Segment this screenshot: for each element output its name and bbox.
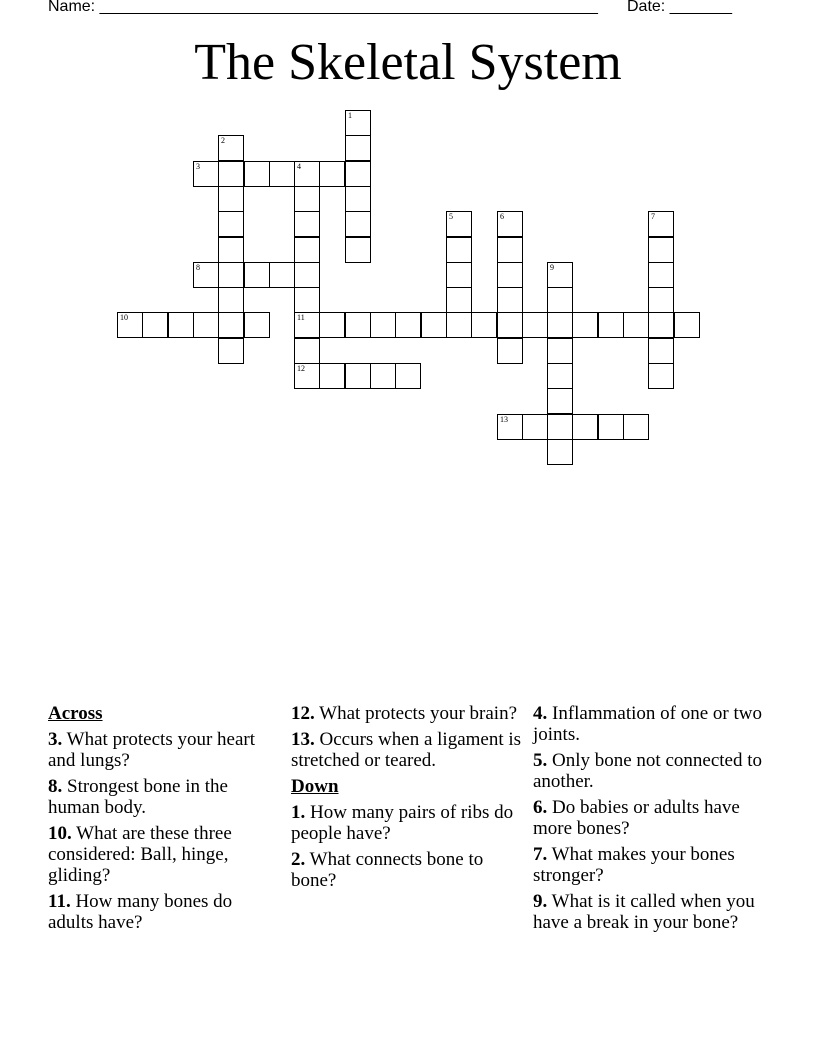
crossword-cell[interactable] bbox=[168, 312, 194, 338]
clue-item bbox=[48, 729, 280, 771]
clue-number: 11. bbox=[48, 891, 71, 912]
crossword-cell[interactable] bbox=[446, 262, 472, 288]
crossword-cell[interactable] bbox=[319, 312, 345, 338]
date-field-label: Date: _______ bbox=[627, 0, 732, 15]
crossword-cell[interactable] bbox=[244, 312, 270, 338]
clue-column-3 bbox=[533, 703, 765, 938]
crossword-cell[interactable] bbox=[598, 414, 624, 440]
crossword-cell[interactable] bbox=[218, 312, 244, 338]
crossword-cell[interactable] bbox=[446, 211, 472, 237]
crossword-cell[interactable] bbox=[218, 262, 244, 288]
crossword-cell[interactable] bbox=[497, 237, 523, 263]
crossword-cell[interactable] bbox=[345, 237, 371, 263]
crossword-cell[interactable] bbox=[294, 186, 320, 212]
crossword-cell[interactable] bbox=[395, 312, 421, 338]
name-field-label: Name: ________________________________________________________ bbox=[48, 0, 598, 15]
crossword-cell[interactable] bbox=[497, 287, 523, 313]
clue-number: 9. bbox=[533, 891, 548, 912]
clue-item bbox=[291, 729, 523, 771]
crossword-cell[interactable] bbox=[421, 312, 447, 338]
crossword-cell[interactable] bbox=[319, 363, 345, 389]
clue-column-2 bbox=[291, 703, 523, 896]
cell-number: 13 bbox=[500, 415, 508, 424]
clue-item bbox=[48, 823, 280, 886]
across-heading: Across bbox=[48, 703, 103, 724]
crossword-cell[interactable] bbox=[547, 287, 573, 313]
crossword-cell[interactable] bbox=[598, 312, 624, 338]
cell-number: 11 bbox=[297, 313, 305, 322]
crossword-cell[interactable] bbox=[547, 312, 573, 338]
crossword-cell[interactable] bbox=[218, 186, 244, 212]
clue-number: 6. bbox=[533, 797, 548, 818]
clue-number: 8. bbox=[48, 776, 63, 797]
crossword-cell[interactable] bbox=[244, 161, 270, 187]
cell-number: 4 bbox=[297, 162, 301, 171]
crossword-cell[interactable] bbox=[294, 262, 320, 288]
crossword-cell[interactable] bbox=[218, 287, 244, 313]
clue-text: What is it called when you have a break in your bone? bbox=[533, 891, 755, 933]
clue-item bbox=[533, 797, 765, 839]
clue-item bbox=[533, 703, 765, 745]
crossword-cell[interactable] bbox=[370, 363, 396, 389]
crossword-cell[interactable] bbox=[674, 312, 700, 338]
crossword-cell[interactable] bbox=[218, 338, 244, 364]
crossword-cell[interactable] bbox=[319, 161, 345, 187]
crossword-cell[interactable] bbox=[497, 262, 523, 288]
crossword-cell[interactable] bbox=[218, 237, 244, 263]
crossword-cell[interactable] bbox=[471, 312, 497, 338]
cell-number: 8 bbox=[196, 263, 200, 272]
crossword-cell[interactable] bbox=[117, 312, 143, 338]
clue-text: Strongest bone in the human body. bbox=[48, 776, 228, 818]
crossword-cell[interactable] bbox=[497, 414, 523, 440]
cell-number: 7 bbox=[651, 212, 655, 221]
crossword-cell[interactable] bbox=[142, 312, 168, 338]
crossword-cell[interactable] bbox=[269, 161, 295, 187]
clue-number: 5. bbox=[533, 750, 548, 771]
crossword-cell[interactable] bbox=[345, 312, 371, 338]
clue-text: Do babies or adults have more bones? bbox=[533, 797, 740, 839]
clue-text: How many pairs of ribs do people have? bbox=[291, 802, 514, 844]
crossword-cell[interactable] bbox=[294, 287, 320, 313]
crossword-cell[interactable] bbox=[648, 363, 674, 389]
crossword-cell[interactable] bbox=[446, 237, 472, 263]
crossword-cell[interactable] bbox=[193, 262, 219, 288]
worksheet-title: The Skeletal System bbox=[194, 34, 622, 91]
crossword-cell[interactable] bbox=[648, 312, 674, 338]
crossword-cell[interactable] bbox=[572, 312, 598, 338]
clue-number: 13. bbox=[291, 729, 315, 750]
clue-text: Occurs when a ligament is stretched or teared. bbox=[291, 729, 522, 771]
crossword-cell[interactable] bbox=[395, 363, 421, 389]
crossword-cell[interactable] bbox=[547, 363, 573, 389]
crossword-cell[interactable] bbox=[345, 135, 371, 161]
cell-number: 2 bbox=[221, 136, 225, 145]
crossword-cell[interactable] bbox=[547, 439, 573, 465]
crossword-cell[interactable] bbox=[218, 135, 244, 161]
clue-number: 7. bbox=[533, 844, 548, 865]
crossword-cell[interactable] bbox=[218, 211, 244, 237]
cell-number: 9 bbox=[550, 263, 554, 272]
clue-number: 1. bbox=[291, 802, 306, 823]
clue-text: How many bones do adults have? bbox=[48, 891, 233, 933]
crossword-cell[interactable] bbox=[294, 161, 320, 187]
clue-text: What connects bone to bone? bbox=[291, 849, 484, 891]
clue-text: What makes your bones stronger? bbox=[533, 844, 735, 886]
crossword-cell[interactable] bbox=[648, 262, 674, 288]
crossword-cell[interactable] bbox=[345, 211, 371, 237]
crossword-cell[interactable] bbox=[244, 262, 270, 288]
crossword-cell[interactable] bbox=[370, 312, 396, 338]
clue-number: 4. bbox=[533, 703, 548, 724]
clue-item bbox=[533, 891, 765, 933]
crossword-cell[interactable] bbox=[547, 388, 573, 414]
crossword-cell[interactable] bbox=[446, 287, 472, 313]
crossword-cell[interactable] bbox=[623, 414, 649, 440]
clue-item bbox=[291, 849, 523, 891]
cell-number: 6 bbox=[500, 212, 504, 221]
crossword-cell[interactable] bbox=[648, 338, 674, 364]
clue-number: 3. bbox=[48, 729, 63, 750]
crossword-cell[interactable] bbox=[294, 237, 320, 263]
cell-number: 3 bbox=[196, 162, 200, 171]
crossword-cell[interactable] bbox=[218, 161, 244, 187]
clue-text: What are these three considered: Ball, hinge, gliding? bbox=[48, 823, 232, 886]
crossword-cell[interactable] bbox=[497, 338, 523, 364]
crossword-cell[interactable] bbox=[648, 237, 674, 263]
crossword-cell[interactable] bbox=[547, 262, 573, 288]
crossword-cell[interactable] bbox=[294, 211, 320, 237]
crossword-cell[interactable] bbox=[294, 363, 320, 389]
crossword-cell[interactable] bbox=[345, 363, 371, 389]
crossword-cell[interactable] bbox=[193, 161, 219, 187]
crossword-cell[interactable] bbox=[446, 312, 472, 338]
crossword-cell[interactable] bbox=[193, 312, 219, 338]
clue-item bbox=[48, 891, 280, 933]
clue-item bbox=[48, 776, 280, 818]
crossword-cell[interactable] bbox=[522, 312, 548, 338]
down-heading: Down bbox=[291, 776, 339, 797]
cell-number: 5 bbox=[449, 212, 453, 221]
crossword-cell[interactable] bbox=[648, 211, 674, 237]
clue-text: Inflammation of one or two joints. bbox=[533, 703, 763, 745]
crossword-cell[interactable] bbox=[294, 338, 320, 364]
clue-item bbox=[291, 802, 523, 844]
crossword-cell[interactable] bbox=[648, 287, 674, 313]
crossword-cell[interactable] bbox=[345, 161, 371, 187]
crossword-cell[interactable] bbox=[547, 338, 573, 364]
crossword-cell[interactable] bbox=[547, 414, 573, 440]
cell-number: 12 bbox=[297, 364, 305, 373]
clue-number: 2. bbox=[291, 849, 306, 870]
crossword-cell[interactable] bbox=[269, 262, 295, 288]
clue-item bbox=[291, 703, 523, 724]
clue-item bbox=[533, 844, 765, 886]
cell-number: 10 bbox=[120, 313, 128, 322]
clue-number: 12. bbox=[291, 703, 315, 724]
crossword-cell[interactable] bbox=[572, 414, 598, 440]
crossword-cell[interactable] bbox=[497, 211, 523, 237]
clue-number: 10. bbox=[48, 823, 72, 844]
clue-column-1 bbox=[48, 703, 280, 938]
crossword-cell[interactable] bbox=[522, 414, 548, 440]
crossword-cell[interactable] bbox=[294, 312, 320, 338]
clue-text: Only bone not connected to another. bbox=[533, 750, 763, 792]
cell-number: 1 bbox=[348, 111, 352, 120]
clue-text: What protects your heart and lungs? bbox=[48, 729, 256, 771]
crossword-cell[interactable] bbox=[345, 110, 371, 136]
crossword-cell[interactable] bbox=[623, 312, 649, 338]
crossword-cell[interactable] bbox=[497, 312, 523, 338]
clue-item bbox=[533, 750, 765, 792]
clue-text: What protects your brain? bbox=[319, 703, 518, 724]
crossword-cell[interactable] bbox=[345, 186, 371, 212]
